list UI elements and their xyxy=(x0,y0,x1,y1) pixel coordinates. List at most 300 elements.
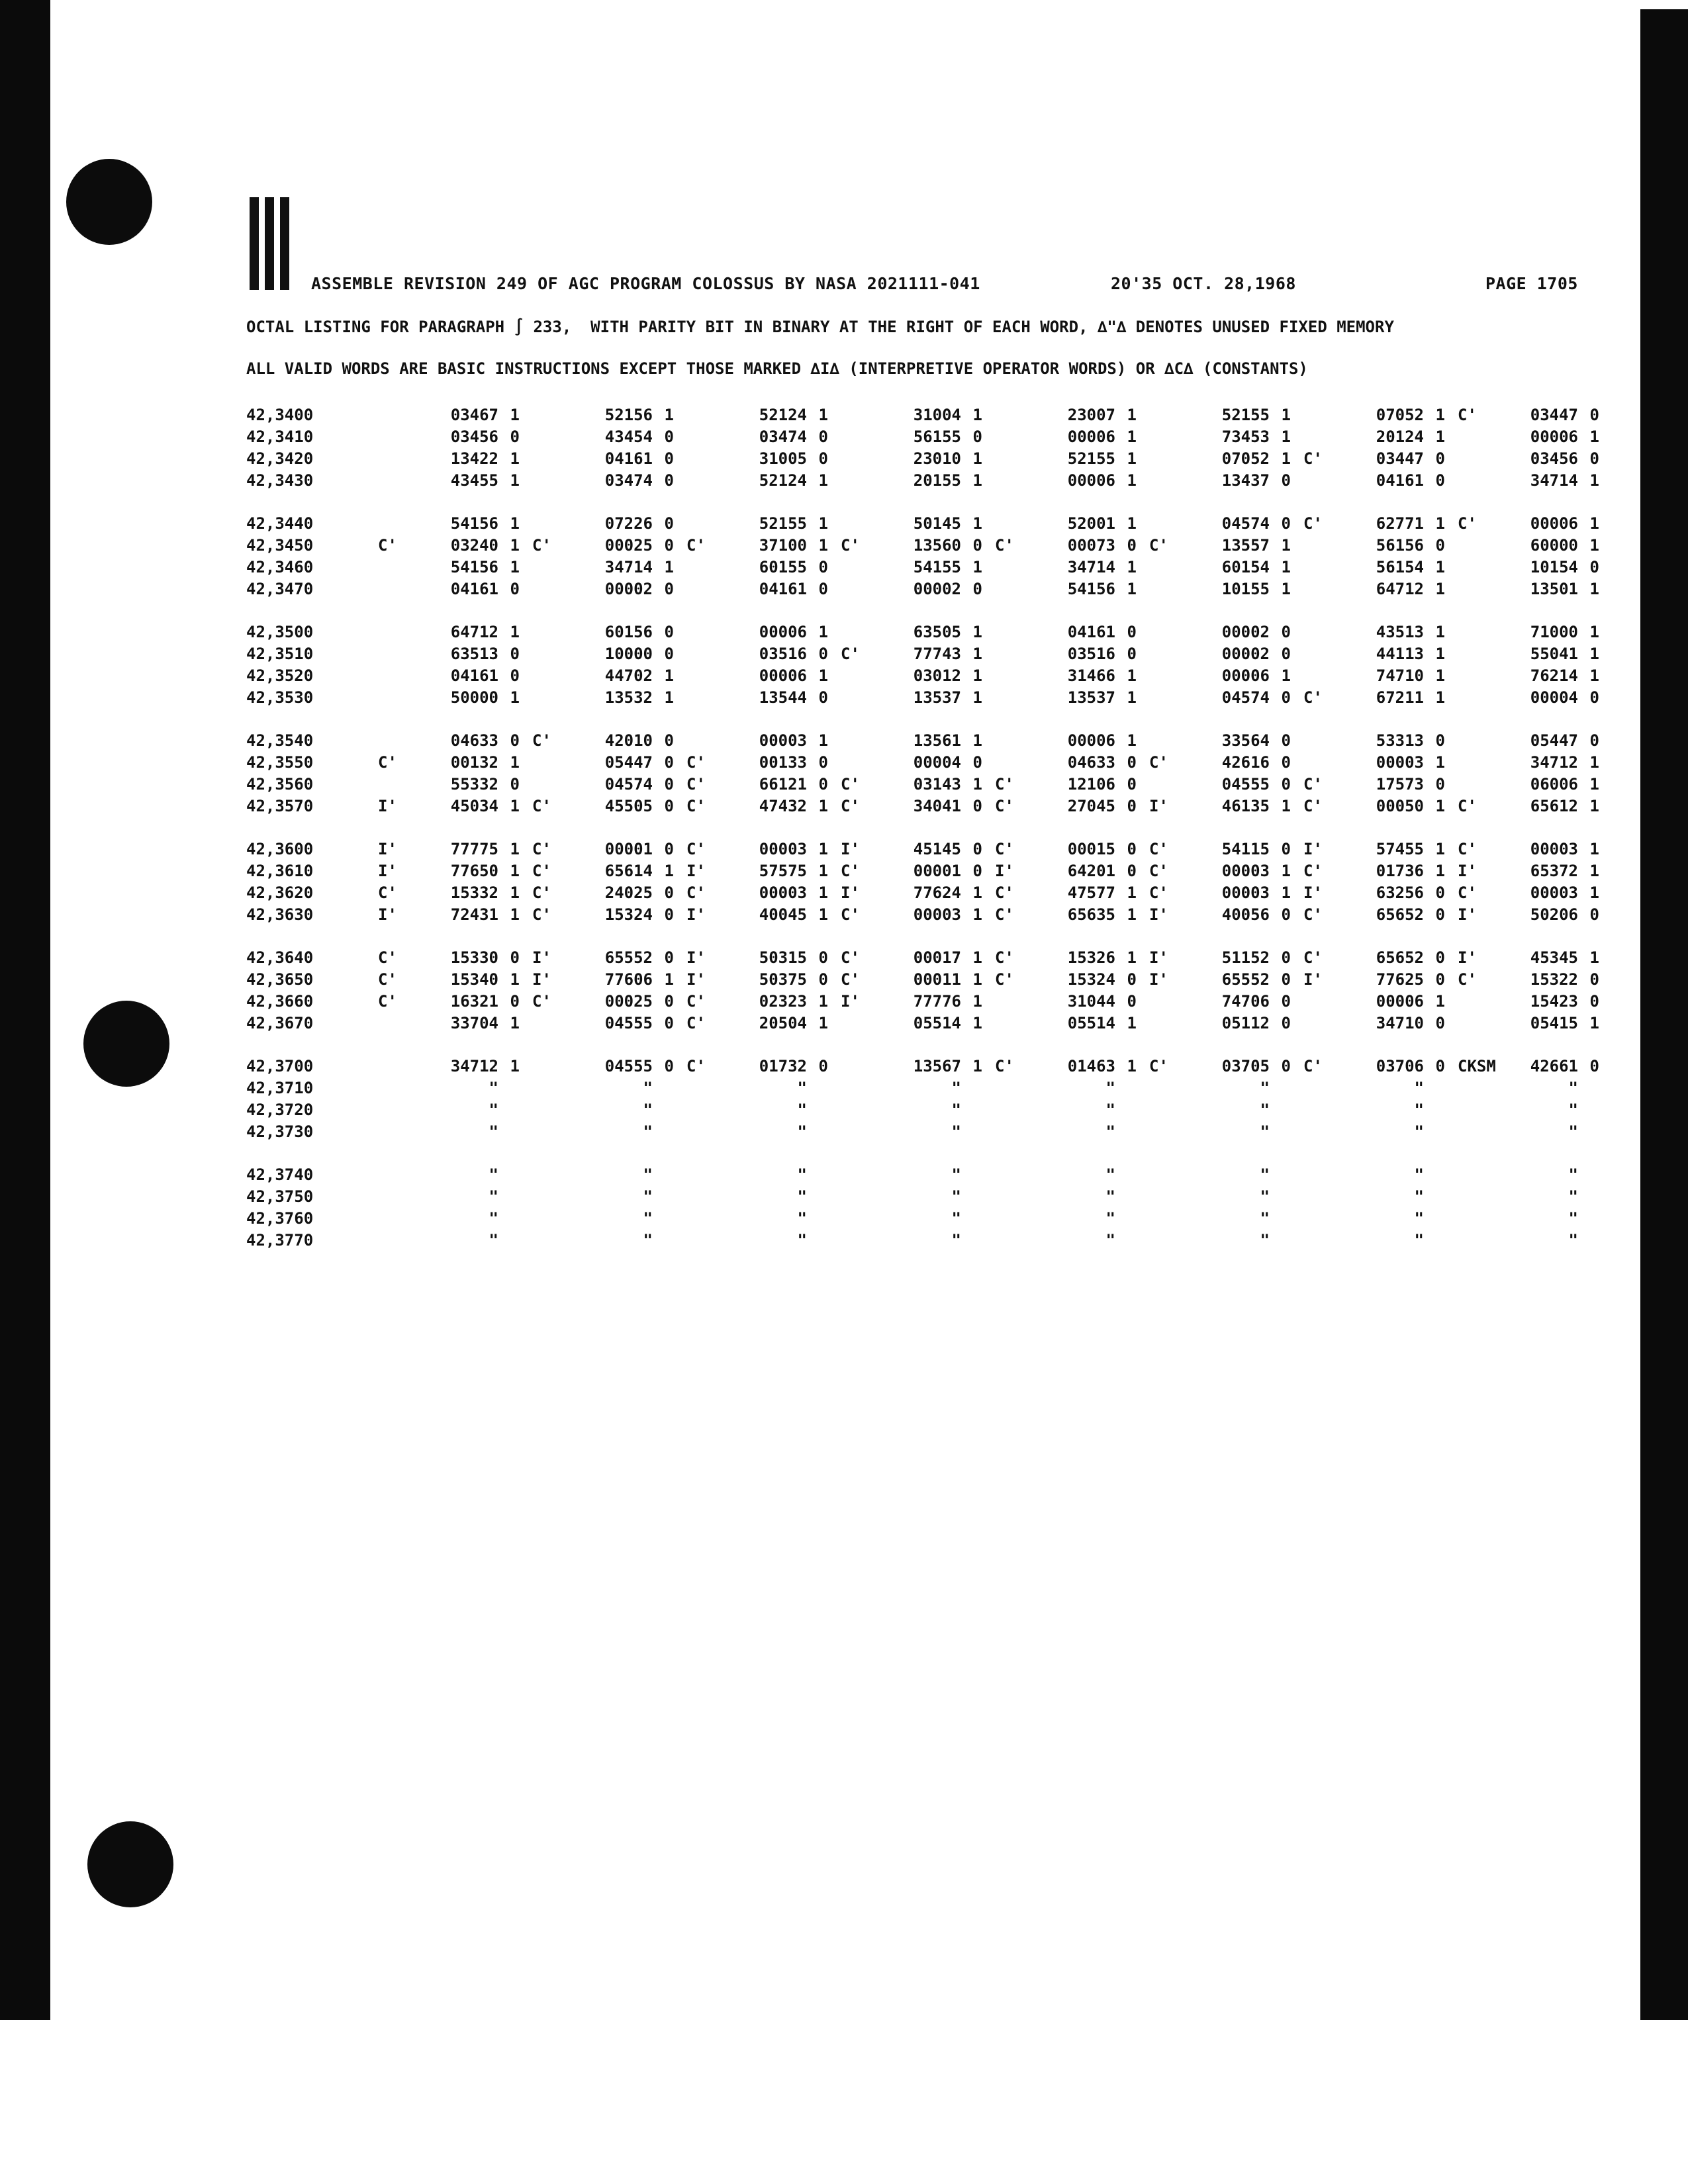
parity-bit: 1 xyxy=(1281,796,1291,815)
word-value: 00002 xyxy=(913,579,961,598)
word-marker xyxy=(532,775,580,794)
octal-word xyxy=(1137,580,1291,598)
word-value: 15324 xyxy=(1067,970,1115,989)
octal-word xyxy=(1137,1209,1291,1228)
octal-word xyxy=(365,645,520,663)
parity-bit xyxy=(498,1101,520,1119)
octal-word xyxy=(520,558,674,576)
word-value: 04161 xyxy=(450,666,498,685)
parity-bit: 1 xyxy=(510,405,520,424)
word-value: 00050 xyxy=(1376,796,1424,815)
octal-word xyxy=(1137,775,1291,794)
octal-word xyxy=(1445,1209,1599,1228)
parity-bit: 0 xyxy=(1281,752,1291,772)
listing-row xyxy=(246,1207,1590,1229)
word-value: " xyxy=(1568,1208,1578,1228)
parity-bit: 0 xyxy=(1589,405,1599,424)
octal-word xyxy=(982,1231,1137,1250)
word-marker: C' xyxy=(995,774,1014,794)
word-marker xyxy=(686,514,734,533)
octal-word xyxy=(1137,753,1291,772)
word-marker: C' xyxy=(995,839,1014,858)
word-value: " xyxy=(643,1208,653,1228)
parity-bit: 1 xyxy=(510,622,520,641)
parity-bit: 0 xyxy=(664,449,674,468)
parity-bit xyxy=(807,1079,828,1097)
word-marker xyxy=(378,1057,426,1075)
parity-bit: 1 xyxy=(1435,861,1445,880)
word-value: 47577 xyxy=(1067,883,1115,902)
word-value: 13544 xyxy=(759,688,807,707)
octal-word xyxy=(982,688,1137,707)
word-value: 13560 xyxy=(913,535,961,555)
word-marker: C' xyxy=(1303,1056,1323,1075)
parity-bit: 0 xyxy=(664,622,674,641)
octal-word xyxy=(365,948,520,967)
octal-word xyxy=(1445,645,1599,663)
word-value: " xyxy=(1414,1230,1424,1250)
word-value: 00006 xyxy=(1530,514,1578,533)
word-marker xyxy=(1303,428,1351,446)
word-value: 63505 xyxy=(913,622,961,641)
parity-bit: 1 xyxy=(1435,991,1445,1011)
octal-word xyxy=(365,449,520,468)
word-value: " xyxy=(489,1165,498,1184)
octal-word xyxy=(365,970,520,989)
word-value: " xyxy=(1260,1208,1270,1228)
listing-row xyxy=(246,447,1599,469)
word-value: 03447 xyxy=(1530,405,1578,424)
word-marker xyxy=(378,428,426,446)
word-marker: C' xyxy=(1303,449,1323,468)
parity-bit: 0 xyxy=(1127,774,1137,794)
octal-word xyxy=(1291,645,1445,663)
octal-word xyxy=(674,428,828,446)
parity-bit xyxy=(1270,1231,1291,1250)
octal-word xyxy=(365,1122,520,1141)
octal-word xyxy=(982,623,1137,641)
word-marker xyxy=(686,1187,734,1206)
parity-bit: 0 xyxy=(1127,861,1137,880)
parity-bit xyxy=(1270,1101,1291,1119)
listing-row xyxy=(246,1185,1590,1207)
octal-word xyxy=(1291,558,1445,576)
word-value: 03474 xyxy=(604,471,653,490)
listing-row xyxy=(246,556,1599,578)
word-value: 15340 xyxy=(450,970,498,989)
word-marker xyxy=(1303,471,1351,490)
octal-word xyxy=(365,428,520,446)
word-marker xyxy=(378,1122,426,1141)
word-marker xyxy=(1458,1231,1505,1250)
word-value: 63256 xyxy=(1376,883,1424,902)
octal-word xyxy=(520,666,674,685)
word-value: 34712 xyxy=(450,1056,498,1075)
word-value: 15330 xyxy=(450,948,498,967)
word-value: 04574 xyxy=(1221,514,1270,533)
parity-bit: 1 xyxy=(972,883,982,902)
octal-word xyxy=(674,905,828,924)
octal-word xyxy=(674,580,828,598)
word-value: 72431 xyxy=(450,905,498,924)
parity-bit: 0 xyxy=(1435,774,1445,794)
word-marker xyxy=(841,1165,888,1184)
parity-bit xyxy=(498,1187,520,1206)
word-marker: C' xyxy=(532,839,551,858)
word-marker xyxy=(1458,1122,1505,1141)
word-marker xyxy=(841,688,888,707)
parity-bit: 1 xyxy=(1281,861,1291,880)
word-value: 15326 xyxy=(1067,948,1115,967)
word-marker xyxy=(995,406,1043,424)
word-marker xyxy=(841,1187,888,1206)
word-value: 05514 xyxy=(1067,1013,1115,1032)
word-marker xyxy=(995,428,1043,446)
word-marker xyxy=(1303,1014,1351,1032)
word-marker xyxy=(532,1079,580,1097)
octal-word xyxy=(1445,775,1599,794)
word-value: " xyxy=(489,1230,498,1250)
word-marker xyxy=(378,558,426,576)
parity-bit: 0 xyxy=(510,948,520,967)
word-marker xyxy=(1149,1187,1197,1206)
octal-word xyxy=(1137,1057,1291,1075)
row-address: 42,3650 xyxy=(246,970,314,989)
octal-word xyxy=(1291,731,1445,750)
octal-word xyxy=(1445,862,1599,880)
row-address: 42,3750 xyxy=(246,1187,314,1206)
parity-bit: 1 xyxy=(1589,622,1599,641)
listing-row xyxy=(246,882,1599,903)
word-value: 52155 xyxy=(1221,405,1270,424)
octal-word xyxy=(520,471,674,490)
octal-word xyxy=(365,1165,520,1184)
punch-hole-bottom xyxy=(87,1821,173,1907)
parity-bit: 1 xyxy=(1435,752,1445,772)
word-value: 77606 xyxy=(604,970,653,989)
word-marker: C' xyxy=(1458,405,1477,424)
word-marker xyxy=(532,1187,580,1206)
octal-word xyxy=(1291,1101,1445,1119)
parity-bit: 1 xyxy=(1589,861,1599,880)
word-value: " xyxy=(1260,1078,1270,1097)
octal-word xyxy=(1445,840,1599,858)
word-marker xyxy=(378,1101,426,1119)
word-value: 74710 xyxy=(1376,666,1424,685)
octal-word xyxy=(365,1079,520,1097)
parity-bit: 1 xyxy=(510,839,520,858)
word-marker: C' xyxy=(1149,1056,1168,1075)
word-marker: C' xyxy=(532,991,551,1011)
word-marker: C' xyxy=(532,905,551,924)
parity-bit xyxy=(961,1122,982,1141)
listing-row xyxy=(246,1099,1590,1120)
octal-word xyxy=(520,797,674,815)
word-marker xyxy=(686,1079,734,1097)
word-value: 00003 xyxy=(913,905,961,924)
parity-bit xyxy=(653,1122,674,1141)
octal-word xyxy=(1445,623,1599,641)
parity-bit xyxy=(807,1165,828,1184)
word-value: " xyxy=(797,1208,807,1228)
parity-bit: 1 xyxy=(510,449,520,468)
listing-row xyxy=(246,838,1599,860)
octal-word xyxy=(674,666,828,685)
word-marker xyxy=(1303,1101,1351,1119)
parity-bit: 1 xyxy=(972,471,982,490)
word-marker xyxy=(1303,1165,1351,1184)
word-marker xyxy=(686,1165,734,1184)
parity-bit: 1 xyxy=(818,622,828,641)
octal-word xyxy=(1137,1187,1291,1206)
word-value: 53313 xyxy=(1376,731,1424,750)
word-marker xyxy=(1149,731,1197,750)
word-value: 13532 xyxy=(604,688,653,707)
word-marker xyxy=(841,753,888,772)
word-value: 34041 xyxy=(913,796,961,815)
octal-word xyxy=(982,449,1137,468)
word-marker xyxy=(1303,1122,1351,1141)
octal-word xyxy=(1445,992,1599,1011)
word-value: " xyxy=(1568,1165,1578,1184)
octal-word xyxy=(982,731,1137,750)
word-value: 64201 xyxy=(1067,861,1115,880)
octal-word xyxy=(1137,406,1291,424)
word-value: 17573 xyxy=(1376,774,1424,794)
octal-word xyxy=(828,884,982,902)
parity-bit: 1 xyxy=(818,405,828,424)
parity-bit: 0 xyxy=(664,514,674,533)
parity-bit: 0 xyxy=(972,839,982,858)
octal-word xyxy=(365,840,520,858)
listing-block xyxy=(246,946,1599,1034)
word-value: 03240 xyxy=(450,535,498,555)
word-value: " xyxy=(1105,1078,1115,1097)
word-marker xyxy=(1458,992,1505,1011)
octal-word xyxy=(674,514,828,533)
octal-word xyxy=(1445,1187,1599,1206)
listing-block xyxy=(246,729,1599,817)
word-marker: C' xyxy=(686,1013,706,1032)
listing-row xyxy=(246,621,1599,643)
parity-bit: 1 xyxy=(1281,666,1291,685)
parity-bit: 1 xyxy=(1127,731,1137,750)
word-marker xyxy=(1458,558,1505,576)
parity-bit xyxy=(1424,1165,1445,1184)
word-value: " xyxy=(1260,1122,1270,1141)
word-marker: C' xyxy=(1303,948,1323,967)
row-address: 42,3740 xyxy=(246,1165,314,1184)
word-value: 27045 xyxy=(1067,796,1115,815)
listing-row xyxy=(246,664,1599,686)
parity-bit: 0 xyxy=(1589,991,1599,1011)
octal-word xyxy=(982,1014,1137,1032)
parity-bit: 0 xyxy=(818,557,828,576)
octal-word xyxy=(365,1187,520,1206)
row-address: 42,3500 xyxy=(246,622,314,641)
parity-bit: 0 xyxy=(1281,948,1291,967)
word-marker xyxy=(1458,428,1505,446)
word-marker xyxy=(686,666,734,685)
word-marker xyxy=(532,753,580,772)
listing-row xyxy=(246,903,1599,925)
word-marker: I' xyxy=(1458,905,1477,924)
parity-bit xyxy=(961,1209,982,1228)
word-marker xyxy=(378,1231,426,1250)
word-marker xyxy=(1149,775,1197,794)
word-marker: I' xyxy=(686,948,706,967)
octal-word xyxy=(674,449,828,468)
parity-bit: 1 xyxy=(1589,796,1599,815)
octal-word xyxy=(982,1165,1137,1184)
parity-bit xyxy=(498,1079,520,1097)
parity-bit: 1 xyxy=(972,688,982,707)
word-marker xyxy=(532,623,580,641)
parity-bit: 0 xyxy=(1281,644,1291,663)
word-value: 00025 xyxy=(604,991,653,1011)
word-value: 00003 xyxy=(1221,861,1270,880)
word-marker xyxy=(532,645,580,663)
parity-bit: 0 xyxy=(510,774,520,794)
parity-bit: 0 xyxy=(1435,1056,1445,1075)
word-value: 07052 xyxy=(1376,405,1424,424)
octal-word xyxy=(1445,580,1599,598)
word-value: 04574 xyxy=(1221,688,1270,707)
word-value: " xyxy=(1568,1078,1578,1097)
word-marker xyxy=(1458,753,1505,772)
octal-word xyxy=(674,731,828,750)
parity-bit: 1 xyxy=(1435,579,1445,598)
octal-word xyxy=(828,428,982,446)
word-value: 13437 xyxy=(1221,471,1270,490)
word-value: 00133 xyxy=(759,752,807,772)
word-value: 05415 xyxy=(1530,1013,1578,1032)
word-value: 01463 xyxy=(1067,1056,1115,1075)
octal-word xyxy=(365,1101,520,1119)
word-value: " xyxy=(1414,1078,1424,1097)
word-marker xyxy=(1458,536,1505,555)
octal-word xyxy=(674,1165,828,1184)
word-marker: I' xyxy=(532,970,551,989)
word-value: 00003 xyxy=(1376,752,1424,772)
octal-word xyxy=(1137,688,1291,707)
octal-word xyxy=(1137,666,1291,685)
word-value: 15423 xyxy=(1530,991,1578,1011)
octal-word xyxy=(1291,514,1445,533)
parity-bit: 0 xyxy=(818,1056,828,1075)
parity-bit xyxy=(1578,1079,1599,1097)
octal-word xyxy=(674,645,828,663)
word-value: 34714 xyxy=(1530,471,1578,490)
word-marker: C' xyxy=(686,991,706,1011)
parity-bit: 0 xyxy=(664,1013,674,1032)
word-marker xyxy=(995,688,1043,707)
parity-bit xyxy=(1270,1079,1291,1097)
octal-word xyxy=(1137,970,1291,989)
word-marker xyxy=(995,1187,1043,1206)
parity-bit: 1 xyxy=(1435,688,1445,707)
word-value: " xyxy=(951,1078,961,1097)
word-value: 65635 xyxy=(1067,905,1115,924)
octal-word xyxy=(674,753,828,772)
word-value: 02323 xyxy=(759,991,807,1011)
parity-bit xyxy=(653,1209,674,1228)
row-address: 42,3420 xyxy=(246,449,314,468)
word-value: 00002 xyxy=(1221,644,1270,663)
word-value: 55041 xyxy=(1530,644,1578,663)
word-value: 65652 xyxy=(1376,905,1424,924)
parity-bit: 0 xyxy=(1127,752,1137,772)
word-value: 51152 xyxy=(1221,948,1270,967)
word-value: " xyxy=(1414,1165,1424,1184)
word-marker xyxy=(378,1209,426,1228)
parity-bit: 0 xyxy=(972,861,982,880)
parity-bit: 1 xyxy=(1281,557,1291,576)
parity-bit: 0 xyxy=(1435,449,1445,468)
word-value: 00006 xyxy=(1067,471,1115,490)
parity-bit xyxy=(807,1187,828,1206)
word-marker: I' xyxy=(1149,948,1168,967)
octal-word xyxy=(674,970,828,989)
parity-bit: 1 xyxy=(510,688,520,707)
parity-bit xyxy=(1578,1231,1599,1250)
octal-word xyxy=(674,840,828,858)
word-marker: I' xyxy=(378,839,397,858)
word-marker xyxy=(1149,428,1197,446)
row-address: 42,3460 xyxy=(246,557,314,576)
parity-bit xyxy=(1115,1165,1137,1184)
word-value: 03467 xyxy=(450,405,498,424)
word-value: " xyxy=(951,1208,961,1228)
word-marker: C' xyxy=(686,796,706,815)
word-value: 04633 xyxy=(450,731,498,750)
word-marker xyxy=(1303,1231,1351,1250)
parity-bit: 1 xyxy=(1127,1056,1137,1075)
word-marker: C' xyxy=(686,774,706,794)
word-marker: C' xyxy=(841,796,860,815)
octal-word xyxy=(828,840,982,858)
row-address: 42,3700 xyxy=(246,1056,314,1075)
parity-bit: 0 xyxy=(664,579,674,598)
word-value: 65552 xyxy=(1221,970,1270,989)
octal-word xyxy=(982,428,1137,446)
octal-word xyxy=(674,406,828,424)
word-value: 42616 xyxy=(1221,752,1270,772)
parity-bit: 0 xyxy=(972,535,982,555)
octal-word xyxy=(828,862,982,880)
word-marker xyxy=(1458,666,1505,685)
parity-bit: 1 xyxy=(818,839,828,858)
word-value: " xyxy=(643,1078,653,1097)
parity-bit: 1 xyxy=(972,905,982,924)
word-marker: C' xyxy=(841,948,860,967)
word-marker xyxy=(841,449,888,468)
word-marker xyxy=(1149,688,1197,707)
word-marker xyxy=(378,1187,426,1206)
parity-bit xyxy=(653,1187,674,1206)
word-value: 54156 xyxy=(1067,579,1115,598)
word-value: 00003 xyxy=(1530,883,1578,902)
listing-block xyxy=(246,512,1599,600)
parity-bit: 0 xyxy=(818,752,828,772)
word-value: 03516 xyxy=(759,644,807,663)
octal-word xyxy=(1137,449,1291,468)
word-marker xyxy=(686,449,734,468)
word-value: 34714 xyxy=(604,557,653,576)
word-value: " xyxy=(797,1078,807,1097)
word-value: 00006 xyxy=(1376,991,1424,1011)
word-value: " xyxy=(797,1230,807,1250)
